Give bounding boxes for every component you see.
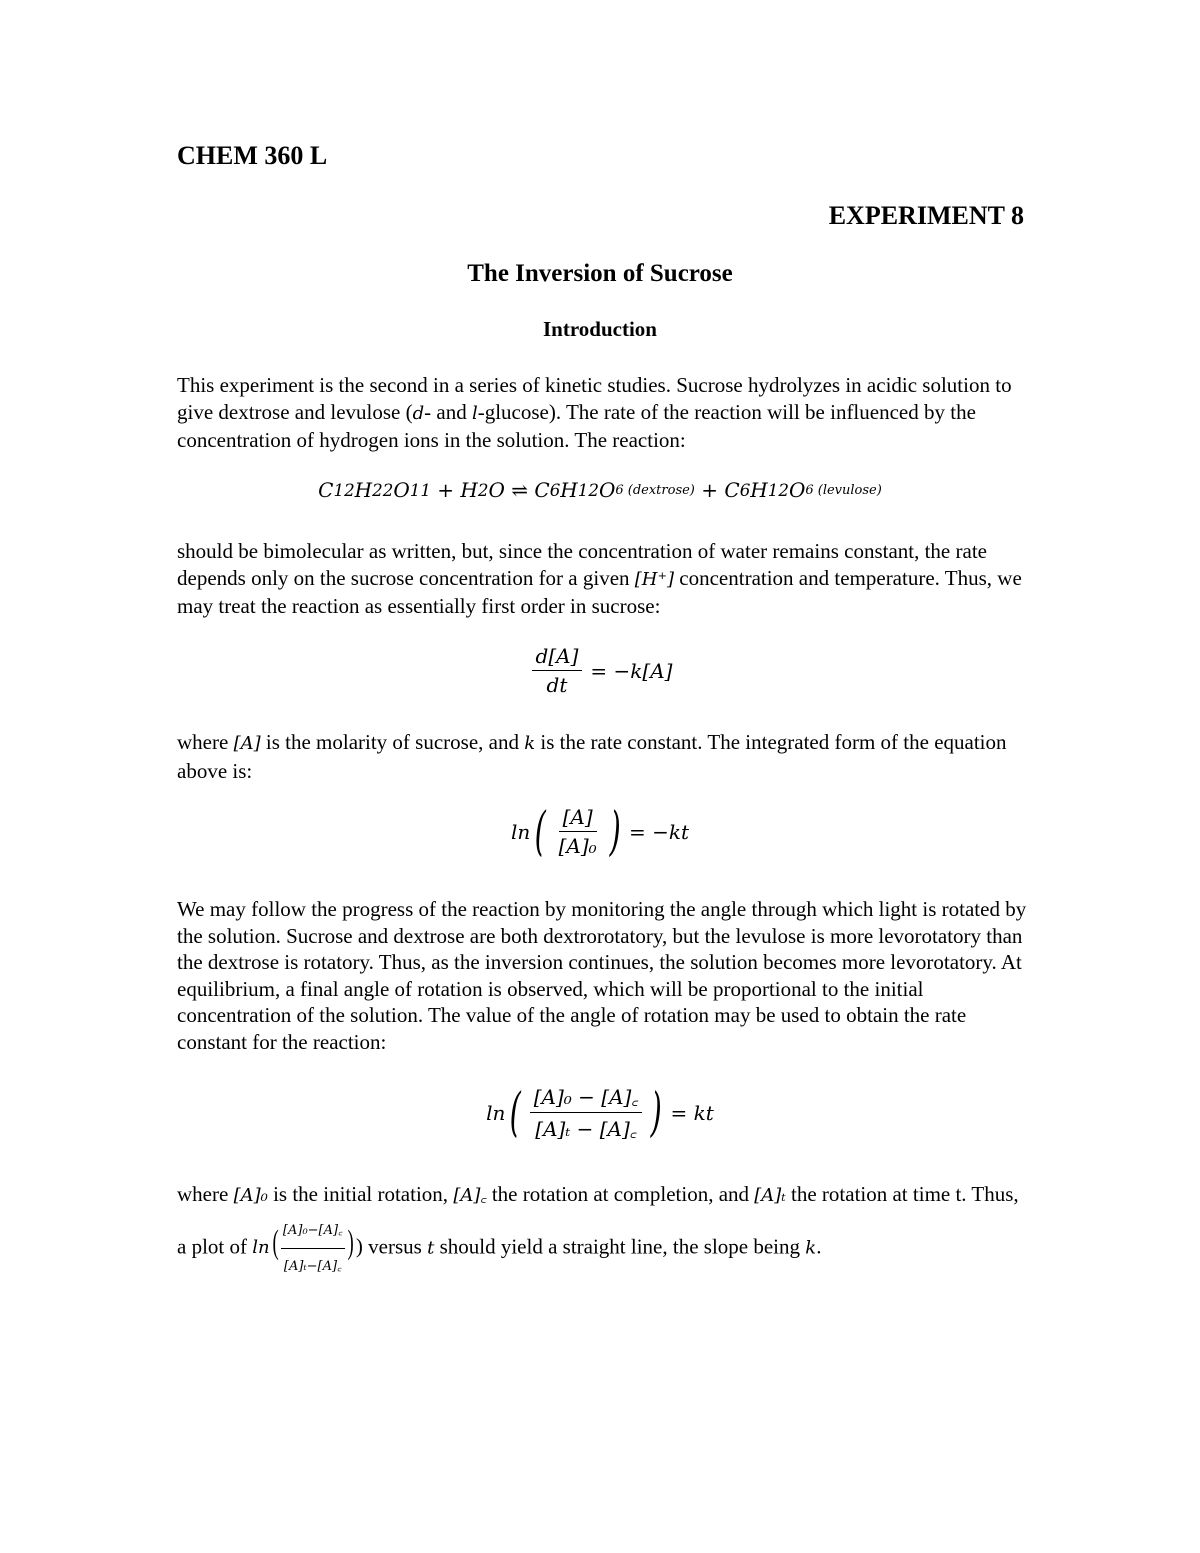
rotation-equation: ln ( $\frac{\text{[A]₀ − [A]꜀}}{\text{[A]ₜ − [A]꜀}}$ ) = kt [486, 1082, 714, 1143]
paragraph-rotation: We may follow the progress of the reaction by monitoring the angle through which light is rotated by the solution. Sucrose and dextrose are both dextrorotatory, but the levulose is more levorotatory than the dextrose is rotatory. Thus, as the inversion continues, the solution becomes more levorotatory. At equilibrium, a final angle of rotation is observed, which will be proportional to the initial concentration of the solution. The value of the angle of rotation may be used to obtain the rate constant for the reaction: [177, 897, 1027, 1054]
section-heading: Introduction [543, 317, 657, 341]
document-title: The Inversion of Sucrose [467, 260, 733, 287]
experiment-number: EXPERIMENT 8 [828, 201, 1024, 230]
paragraph-intro: This experiment is the second in a series of kinetic studies. Sucrose hydrolyzes in acidic solution to give dextrose and levulose (d- and l-glucose). The rate of the reaction will be influenced by the concentration of hydrogen ions in the solution. The reaction: [177, 373, 1012, 452]
inline-log-ratio: ln( $\frac{\text{[A]₀−[A]꜀}}{\text{[A]ₜ−[A]꜀}}$ ) ) [252, 1234, 363, 1258]
paragraph-plot: where [A]₀ is the initial rotation, [A]꜀ the rotation at completion, and [A]ₜ the rotation at time t. Thus, a plot of ln( $\frac{\text{[A]₀−[A]꜀}}{\text{[A]ₜ−[A]꜀}}$ ) ) versus t should yield a straight line, the slope being k. [177, 1182, 1019, 1274]
paragraph-definition: where [A] is the molarity of sucrose, and k is the rate constant. The integrated form of the equation above is: [177, 730, 1007, 783]
paragraph-rate: should be bimolecular as written, but, since the concentration of water remains constant, the rate depends only on the sucrose concentration for a given [H⁺] concentration and temperature. Thus, we may treat the reaction as essentially first order in sucrose: [177, 539, 1022, 618]
reaction-equation: C 12 H 22 O 11 + H 2 O ⇌ C 6 H 12 O 6 (dextrose) + C 6 H 12 O 6 (levulose) [318, 478, 882, 502]
integrated-equation: ln ( $\frac{[A]}{\text{[A]₀}}$ ) = −kt [511, 801, 689, 862]
course-code: CHEM 360 L [177, 141, 328, 170]
rate-equation: $\frac{d[A]}{dt}$ = −k[A] [0, 644, 1200, 697]
